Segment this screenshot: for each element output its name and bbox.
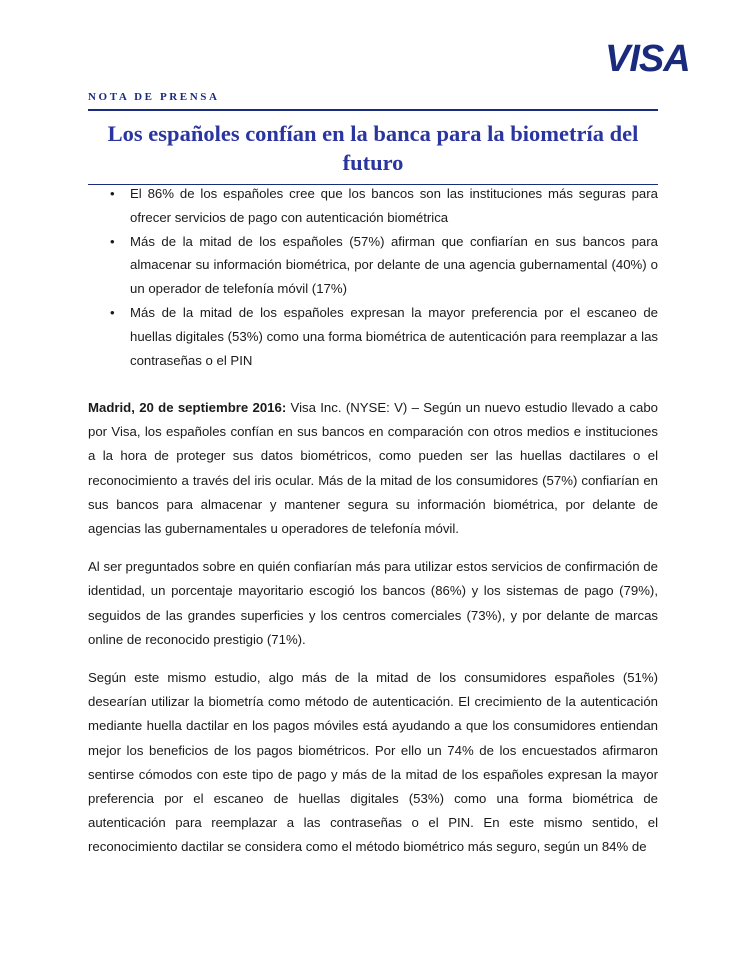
highlights-list [88, 182, 658, 372]
list-item: • El 86% de los españoles cree que los bancos son las instituciones más seguras para ofrecer servicios de pago con autenticación biométrica [88, 182, 658, 230]
visa-logo: VISA [605, 38, 690, 80]
paragraph-intro [88, 396, 658, 541]
dateline: Madrid, 20 de septiembre 2016: [88, 400, 287, 415]
press-release-label: NOTA DE PRENSA [88, 91, 220, 103]
paragraph-intro-text: Visa Inc. (NYSE: V) – Según un nuevo estudio llevado a cabo por Visa, los españoles confían en sus bancos en comparación con otros medios e instituciones a la hora de proteger sus datos biométricos, como pueden ser las huellas dactilares o el reconocimiento a través del iris ocular. Más de la mitad de los consumidores (57%) confiarían en sus bancos para almacenar y mantener segura su información biométrica, por delante de agencias las gubernamentales u operadores de telefonía móvil. [88, 400, 658, 537]
page-title: Los españoles confían en la banca para la biometría del futuro [107, 121, 639, 175]
list-item: • Más de la mitad de los españoles (57%) afirman que confiarían en sus bancos para almacenar su información biométrica, por delante de una agencia gubernamental (40%) o un operador de telefonía móvil (17%) [88, 230, 658, 301]
paragraph: Según este mismo estudio, algo más de la mitad de los consumidores españoles (51%) desearían utilizar la biometría como método de autenticación. El crecimiento de la autenticación mediante huella dactilar en los pagos móviles está ayudando a que los consumidores entiendan mejor los beneficios de los pagos biométricos. Por ello un 74% de los encuestados afirmaron sentirse cómodos con este tipo de pago y más de la mitad de los españoles expresan la mayor preferencia por el escaneo de huellas digitales (53%) como una forma biométrica de autenticación para reemplazar a las contraseñas o el PIN. En este mismo sentido, el reconocimiento dactilar se considera como el método biométrico más seguro, según un 84% de [88, 670, 658, 855]
article-body [88, 396, 658, 874]
list-item: • Más de la mitad de los españoles expresan la mayor preferencia por el escaneo de huellas digitales (53%) como una forma biométrica de autenticación para reemplazar a las contraseñas o el PIN [88, 301, 658, 372]
header-rule [88, 109, 658, 111]
paragraph: Al ser preguntados sobre en quién confiarían más para utilizar estos servicios de confirmación de identidad, un porcentaje mayoritario escogió los bancos (86%) y los sistemas de pago (79%), seguidos de las grandes superficies y los centros comerciales (73%), y por delante de marcas online de reconocido prestigio (71%). [88, 559, 658, 647]
